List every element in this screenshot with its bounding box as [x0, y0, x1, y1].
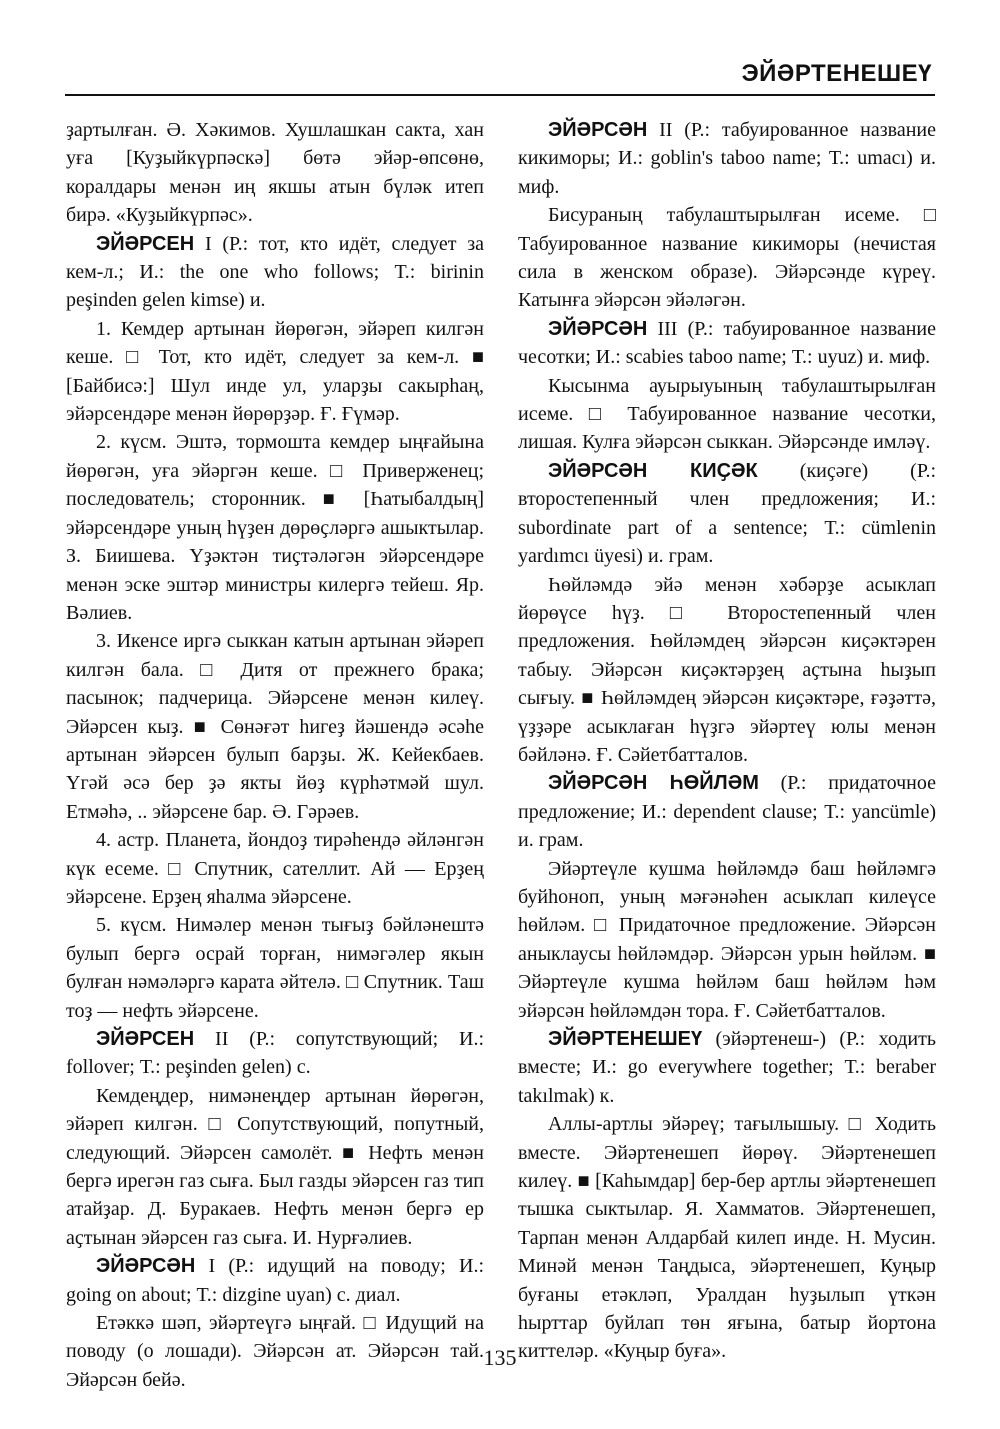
- sense-paragraph: 5. күсм. Нимәлер менән тығыҙ бәйләнештә булып бергә осрай торған, нимәгәлер якын булған нәмәләргә карата әйтелә. □ Спутник. Таш тоҙ — нефть эйәрсене.: [66, 914, 484, 1022]
- sense-paragraph: Кысынма ауырыуының табулаштырылған исеме. □ Табуированное название чесотки, лишая. Кулға эйәрсән сыккан. Эйәрсәнде имләү.: [518, 374, 936, 454]
- headword: ЭЙӘРСӘН: [548, 317, 648, 340]
- entry-gloss: II (Р.: сопутствующий; И.: follover; Т.: peşinden gelen) с.: [66, 1028, 484, 1079]
- header-rule: [65, 94, 935, 96]
- entry-gloss: I (Р.: тот, кто идёт, следует за кем-л.; И.: the one who follows; Т.: birinin peşinden gelen kimse) и.: [66, 232, 484, 312]
- entry-gloss: I (Р.: идущий на поводу; И.: going on about; Т.: dizgine uyan) с. диал.: [66, 1255, 484, 1306]
- headword: ЭЙӘРСЕН: [96, 1028, 195, 1050]
- left-column: [66, 116, 484, 1394]
- headword: ЭЙӘРСӘН: [96, 1255, 196, 1278]
- entry-gloss: (киҫәге) (Р.: второстепенный член предложения; И.: subordinate part of a sentence; Т.: cümlenin yardımcı üyesi) и. грам.: [518, 459, 937, 568]
- entry-gloss: (Р.: придаточное предложение; И.: dependent clause; Т.: yancümle) и. грам.: [518, 772, 937, 852]
- headword: ЭЙӘРСӘН ҺӨЙЛӘМ: [548, 772, 759, 795]
- sense-paragraph: Бисураның табулаштырылған исеме. □ Табуированное название кикиморы (нечистая сила в женском образе). Эйәрсәнде күреү. Катынға эйәрсән эйәләгән.: [518, 204, 936, 312]
- entry-gloss: III (Р.: табуированное название чесотки; И.: scabies taboo name; Т.: uyuz) и. миф.: [518, 317, 936, 369]
- sense-paragraph: 4. астр. Планета, йондоҙ тирәһендә әйләнгән күк есеме. □ Спутник, сателлит. Ай — Ерҙең эйәрсене. Ерҙең яһалма эйәрсене.: [66, 829, 484, 908]
- sense-paragraph: 1. Кемдер артынан йөрөгән, эйәреп килгән кеше. □ Тот, кто идёт, следует за кем-л. ■ [Байбисә:] Шул инде ул, уларҙы сакырһаң, эйәрсендәре менән йөрөрҙәр. Ғ. Ғүмәр.: [66, 317, 484, 426]
- entry-gloss: II (Р.: табуированное название кикиморы; И.: goblin's taboo name; Т.: umacı) и. миф.: [518, 119, 936, 198]
- headword: ЭЙӘРСӘН: [548, 119, 648, 141]
- sense-paragraph: Аллы-артлы эйәреү; тағылышыу. □ Ходить вместе. Эйәртенешеп йөрөү. Эйәртенешеп килеү. ■ [Каһымдар] бер-бер артлы эйәртенешеп тышка сыктылар. Я. Хамматов. Эйәртенешеп, Тарпан менән Алдарбай килеп инде. Н. Мусин. Минәй менән Таңдыса, эйәртенешеп, Куңыр буғаны етәкләп, Уралдан һуҙылып үткән һырттар буйлап төн яғына, батыр йортона киттеләр. «Куңыр буға».: [518, 1113, 936, 1363]
- sense-paragraph: Етәккә шәп, эйәртеүгә ыңғай. □ Идущий на поводу (о лошади). Эйәрсән ат. Эйәрсән тай. Эйәрсән бейә.: [66, 1312, 484, 1391]
- headword: ЭЙӘРТЕНЕШЕҮ: [548, 1028, 703, 1050]
- headword: ЭЙӘРСӘН КИҪӘК: [548, 459, 758, 482]
- entry-headword-line: [518, 769, 936, 854]
- page-number: 135: [483, 1345, 517, 1370]
- sense-paragraph: 2. күсм. Эштә, тормошта кемдер ыңғайына йөрөгән, уға эйәргән кеше. □ Приверженец; последователь; сторонник. ■ [Һатыбалдың] эйәрсендәре уның һүҙен дөрөҫләргә ашыктылар. З. Биишева. Үҙәктән тиҫтәләгән эйәрсендәре менән эске эштәр министры килергә тейеш. Яр. Вәлиев.: [66, 431, 484, 624]
- running-head: ЭЙӘРТЕНЕШЕҮ: [741, 60, 932, 87]
- entry-gloss: (эйәртенеш-) (Р.: ходить вместе; И.: go everywhere together; Т.: beraber takılmak) к.: [518, 1028, 936, 1107]
- entry-headword-line: [518, 116, 936, 201]
- sense-paragraph: 3. Икенсе иргә сыккан катын артынан эйәреп килгән бала. □ Дитя от прежнего брака; пасынок; падчерица. Эйәрсене менән килеү. Эйәрсен кыҙ. ■ Сөнәғәт һигеҙ йәшендә әсәһе артынан эйәрсен булып барҙы. Ж. Кейекбаев. Үгәй әсә бер ҙә якты йөҙ күрһәтмәй шул. Етмәһә, .. эйәрсене бар. Ә. Гәрәев.: [66, 630, 484, 823]
- sense-paragraph: Һөйләмдә эйә менән хәбәрҙе асыклап йөрөүсе һүҙ. □ Второстепенный член предложения. Һөйләмдең эйәрсән киҫәктәрен табыу. Эйәрсән киҫәктәрҙең аҫтына һыҙып сығыу. ■ Һөйләмдең эйәрсән киҫәктәре, ғәҙәттә, үҙҙәре асыклаған һүҙгә эйәртеү юлы менән бәйләнә. Ғ. Сәйетбатталов.: [518, 573, 936, 766]
- sense-paragraph: Эйәртеүле кушма һөйләмдә баш һөйләмгә буйһоноп, уның мәғәнәһен асыклап килеүсе һөйләм. □ Придаточное предложение. Эйәрсән аныклаусы һөйләмдәр. Эйәрсән урын һөйләм. ■ Эйәртеүле кушма һөйләм баш һөйләм һәм эйәрсән һөйләмдән тора. Ғ. Сәйетбатталов.: [518, 857, 936, 1022]
- continued-fragment: ҙартылған. Ә. Хәкимов. Хушлашкан сакта, хан уға [Куҙыйкүрпәскә] бөтә эйәр-өпсөнө, коралдары менән иң якшы атын бүләк итеп бирә. «Куҙыйкүрпәс».: [66, 119, 484, 227]
- sense-paragraph: Кемдеңдер, нимәнеңдер артынан йөрөгән, эйәреп килгән. □ Сопутствующий, попутный, следующий. Эйәрсен самолёт. ■ Нефть менән бергә ирегән газ сыға. Был газды эйәрсен газ тип атайҙар. Д. Буракаев. Нефть менән бергә ер аҫтынан эйәрсен газ сыға. И. Нурғәлиев.: [66, 1084, 484, 1249]
- right-column: [518, 116, 936, 1366]
- entry-headword-line: [518, 457, 936, 571]
- entry-headword-line: [66, 1252, 484, 1309]
- entry-headword-line: [518, 1025, 936, 1110]
- entry-headword-line: [518, 315, 936, 372]
- entry-headword-line: [66, 1025, 484, 1082]
- headword: ЭЙӘРСЕН: [96, 232, 195, 255]
- entry-headword-line: [66, 230, 484, 315]
